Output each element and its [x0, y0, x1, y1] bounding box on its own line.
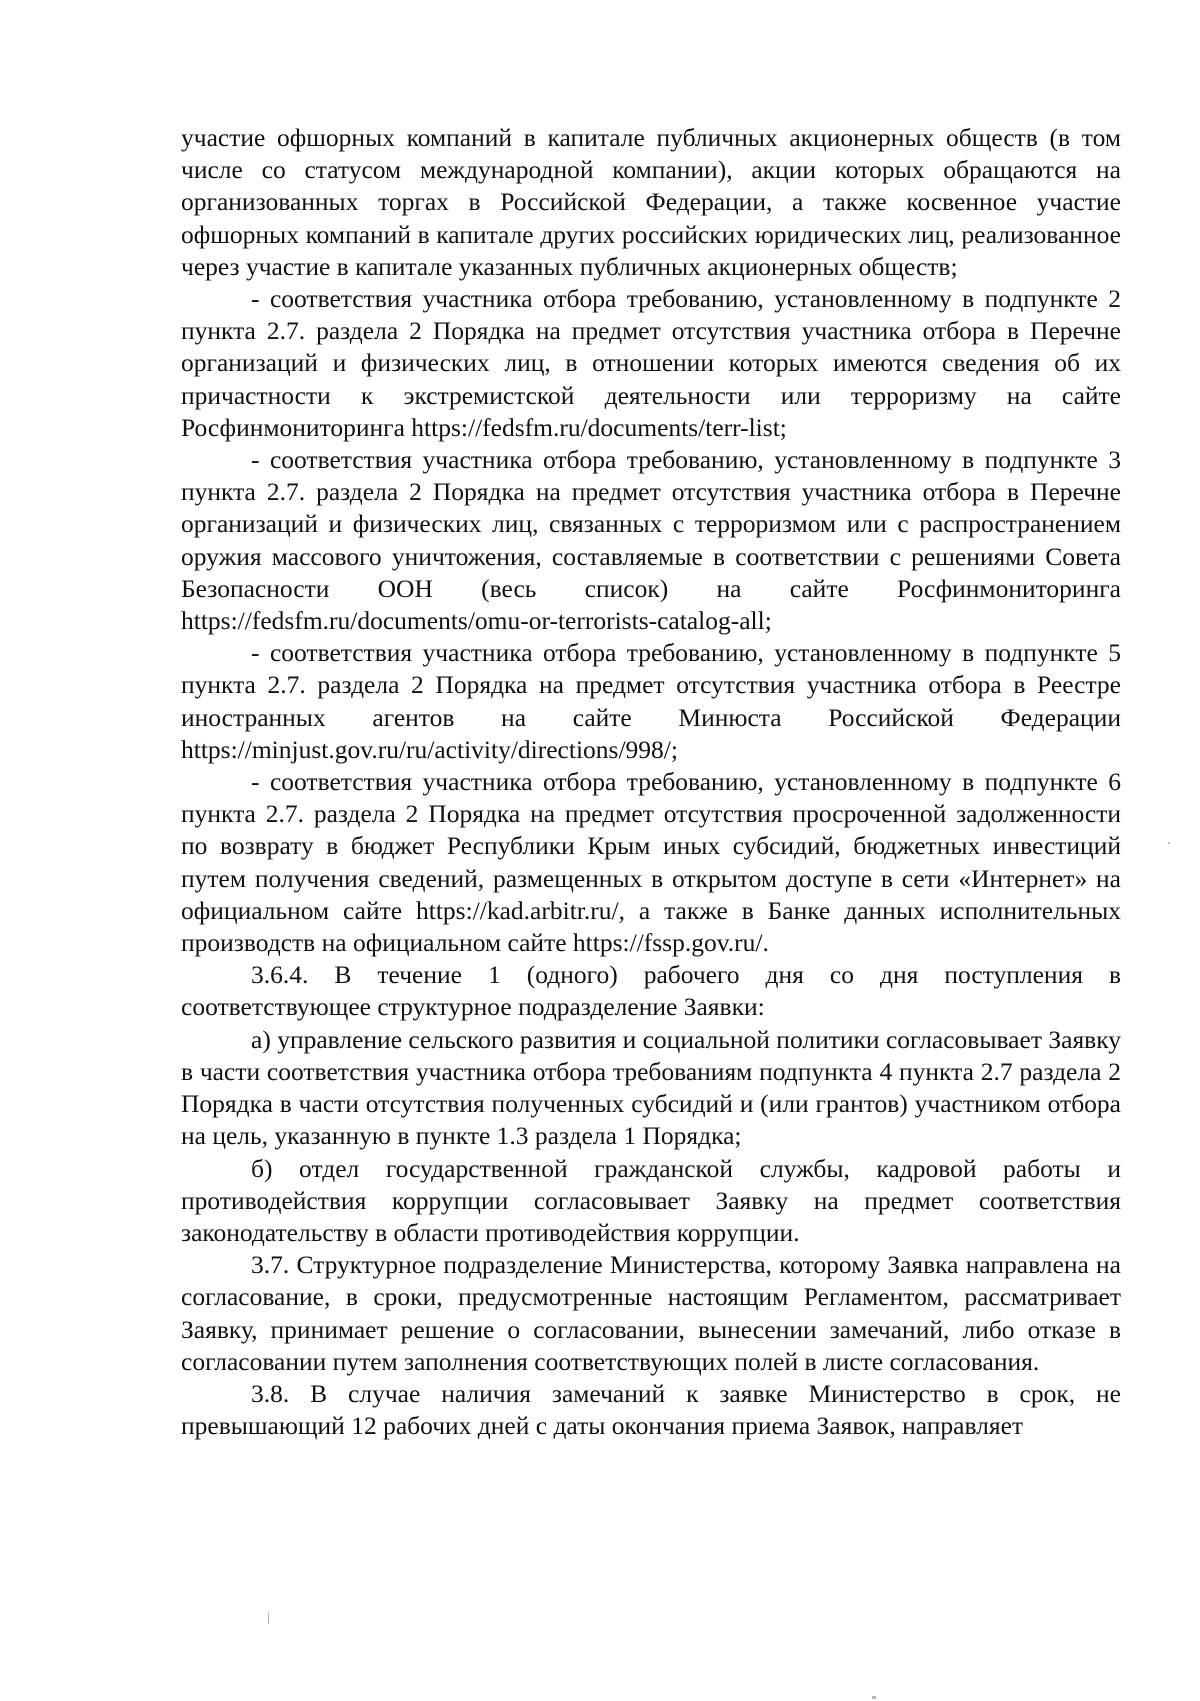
paragraph-3-7: 3.7. Структурное подразделение Министерства, которому Заявка направлена на согласование, в сроки, предусмотренные настоящим Регламентом, рассматривает Заявку, принимает решение о согласовании, вынесении замечаний, либо отказе в согласовании путем заполнения соответствующих полей в листе согласования.	[181, 1250, 1121, 1376]
scan-speck	[872, 1696, 876, 1699]
paragraph-debt-check: - соответствия участника отбора требованию, установленному в подпункте 6 пункта 2.7. раздела 2 Порядка на предмет отсутствия просроченной задолженности по возврату в бюджет Республики Крым иных субсидий, бюджетных инвестиций путем получения сведений, размещенных в открытом доступе в сети «Интернет» на официальном сайте https://kad.arbitr.ru/, а также в Банке данных исполнительных производств на официальном сайте https://fssp.gov.ru/.	[181, 767, 1121, 958]
paragraph-offshore-participation: участие офшорных компаний в капитале публичных акционерных обществ (в том числе со статусом международной компании), акции которых обращаются на организованных торгах в Российской Федерации, а также косвенное участие офшорных компаний в капитале других российских юридических лиц, реализованное через участие в капитале указанных публичных акционерных обществ;	[181, 123, 1121, 281]
scan-speck	[268, 1612, 269, 1624]
paragraph-3-6-4: 3.6.4. В течение 1 (одного) рабочего дня со дня поступления в соответствующее структурное подразделение Заявки:	[181, 960, 1121, 1022]
paragraph-3-8: 3.8. В случае наличия замечаний к заявке Министерство в срок, не превышающий 12 рабочих дней с даты окончания приема Заявок, направляет	[181, 1378, 1121, 1441]
paragraph-omu-catalog-check: - соответствия участника отбора требованию, установленному в подпункте 3 пункта 2.7. раздела 2 Порядка на предмет отсутствия участника отбора в Перечне организаций и физических лиц, связанных с терроризмом или с распространением оружия массового уничтожения, составляемые в соответствии с решениями Совета Безопасности ООН (весь список) на сайте Росфинмониторинга https://fedsfm.ru/documents/omu-or-terrorists-catalog-all;	[181, 445, 1121, 636]
paragraph-terr-list-check: - соответствия участника отбора требованию, установленному в подпункте 2 пункта 2.7. раздела 2 Порядка на предмет отсутствия участника отбора в Перечне организаций и физических лиц, в отношении которых имеются сведения об их причастности к экстремистской деятельности или терроризму на сайте Росфинмониторинга https://fedsfm.ru/documents/terr-list;	[181, 284, 1121, 442]
paragraph-item-b: б) отдел государственной гражданской службы, кадровой работы и противодействия коррупции согласовывает Заявку на предмет соответствия законодательству в области противодействия коррупции.	[181, 1153, 1121, 1247]
paragraph-foreign-agents-check: - соответствия участника отбора требованию, установленному в подпункте 5 пункта 2.7. раздела 2 Порядка на предмет отсутствия участника отбора в Реестре иностранных агентов на сайте Минюста Российской Федерации https://minjust.gov.ru/ru/activity/directions/998/;	[181, 638, 1121, 764]
document-body	[181, 122, 1121, 1442]
paragraph-item-a: а) управление сельского развития и социальной политики согласовывает Заявку в части соответствия участника отбора требованиям подпункта 4 пункта 2.7 раздела 2 Порядка в части отсутствия полученных субсидий и (или грантов) участником отбора на цель, указанную в пункте 1.3 раздела 1 Порядка;	[181, 1024, 1121, 1151]
scan-speck	[1168, 842, 1170, 844]
